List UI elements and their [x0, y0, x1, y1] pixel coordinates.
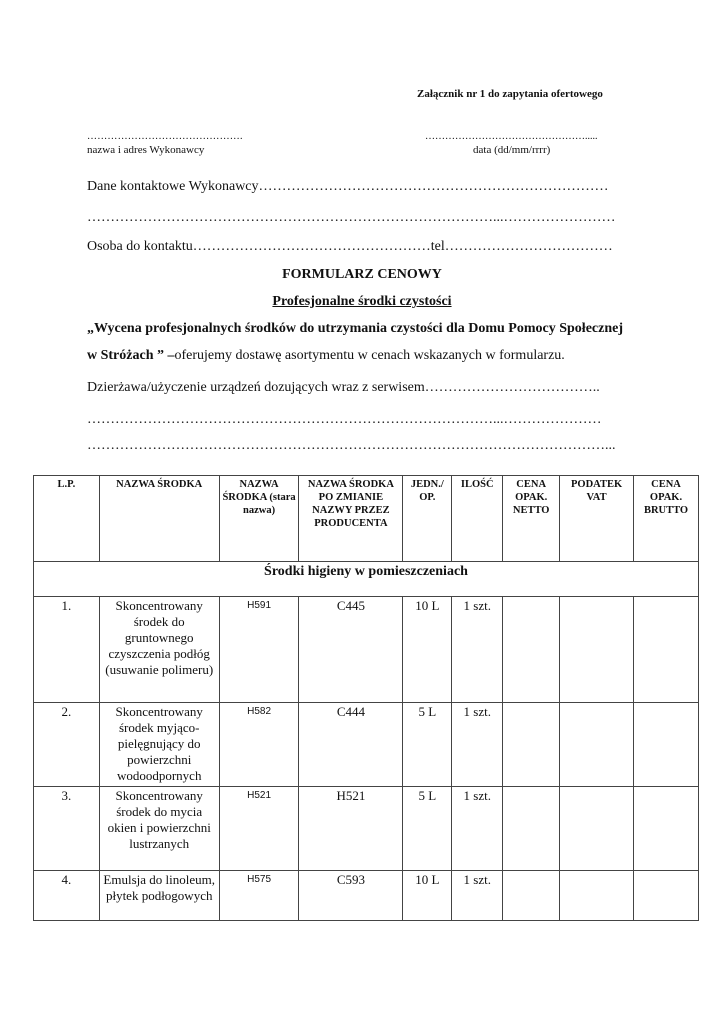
- cell-new: C445: [299, 597, 403, 703]
- header-qty: ILOŚĆ: [452, 476, 503, 562]
- table-row: [34, 787, 699, 871]
- cell-unit: 5 L: [403, 703, 452, 787]
- contact-data-field-2[interactable]: ……………………………………………………………………………...……………………: [87, 210, 616, 225]
- cell-name: Skoncentrowany środek do gruntownego czyszczenia podłóg (usuwanie polimeru): [99, 597, 219, 703]
- cell-gross[interactable]: [634, 871, 699, 921]
- cell-old: H582: [219, 703, 299, 787]
- cell-new: H521: [299, 787, 403, 871]
- attachment-title: Załącznik nr 1 do zapytania ofertowego: [417, 88, 603, 100]
- header-name: NAZWA ŚRODKA: [99, 476, 219, 562]
- intro-line-1: „Wycena profesjonalnych środków do utrzymania czystości dla Domu Pomocy Społecznej: [87, 321, 623, 336]
- cell-net[interactable]: [503, 597, 560, 703]
- section-title: Środki higieny w pomieszczeniach: [34, 562, 699, 597]
- date-field[interactable]: ………………………………………….....: [425, 131, 598, 142]
- header-gross: CENA OPAK. BRUTTO: [634, 476, 699, 562]
- section-row: [34, 562, 699, 597]
- header-net: CENA OPAK. NETTO: [503, 476, 560, 562]
- header-lp: L.P.: [34, 476, 100, 562]
- table-row: [34, 597, 699, 703]
- cell-old: H591: [219, 597, 299, 703]
- cell-qty: 1 szt.: [452, 871, 503, 921]
- cell-new: C593: [299, 871, 403, 921]
- cell-old: H575: [219, 871, 299, 921]
- cell-name: Emulsja do linoleum, płytek podłogowych: [99, 871, 219, 921]
- table-row: [34, 871, 699, 921]
- contact-person-field[interactable]: Osoba do kontaktu……………………………………………tel………………………………: [87, 239, 613, 254]
- table-row: [34, 703, 699, 787]
- form-title: FORMULARZ CENOWY: [282, 267, 442, 282]
- contact-data-field[interactable]: Dane kontaktowe Wykonawcy…………………………………………………………………: [87, 179, 609, 194]
- cell-new: C444: [299, 703, 403, 787]
- intro-bold-part: w Stróżach ” –: [87, 348, 175, 363]
- cell-old: H521: [219, 787, 299, 871]
- cell-gross[interactable]: [634, 787, 699, 871]
- contractor-field[interactable]: ……………………………………….: [87, 131, 243, 142]
- cell-name: Skoncentrowany środek myjąco-pielęgnujący do powierzchni wodoodpornych: [99, 703, 219, 787]
- header-vat: PODATEK VAT: [560, 476, 634, 562]
- intro-rest: oferujemy dostawę asortymentu w cenach wskazanych w formularzu.: [174, 348, 565, 363]
- table-header-row: [34, 476, 699, 562]
- header-old-name: NAZWA ŚRODKA (stara nazwa): [219, 476, 299, 562]
- cell-name: Skoncentrowany środek do mycia okien i powierzchni lustrzanych: [99, 787, 219, 871]
- cell-net[interactable]: [503, 703, 560, 787]
- cell-gross[interactable]: [634, 597, 699, 703]
- lease-field-3[interactable]: …………………………………………………………………………………………………...: [87, 438, 616, 453]
- cell-lp: 2.: [34, 703, 100, 787]
- cell-net[interactable]: [503, 871, 560, 921]
- cell-gross[interactable]: [634, 703, 699, 787]
- price-table: [33, 475, 699, 921]
- cell-vat[interactable]: [560, 703, 634, 787]
- cell-vat[interactable]: [560, 871, 634, 921]
- cell-unit: 10 L: [403, 597, 452, 703]
- cell-vat[interactable]: [560, 597, 634, 703]
- header-new-name: NAZWA ŚRODKA PO ZMIANIE NAZWY PRZEZ PRODUCENTA: [299, 476, 403, 562]
- lease-field[interactable]: Dzierżawa/użyczenie urządzeń dozujących wraz z serwisem………………………………..: [87, 380, 600, 395]
- cell-unit: 5 L: [403, 787, 452, 871]
- cell-qty: 1 szt.: [452, 597, 503, 703]
- cell-net[interactable]: [503, 787, 560, 871]
- contractor-label: nazwa i adres Wykonawcy: [87, 144, 205, 156]
- cell-lp: 3.: [34, 787, 100, 871]
- cell-lp: 1.: [34, 597, 100, 703]
- cell-qty: 1 szt.: [452, 787, 503, 871]
- cell-lp: 4.: [34, 871, 100, 921]
- header-unit: JEDN./ OP.: [403, 476, 452, 562]
- cell-vat[interactable]: [560, 787, 634, 871]
- cell-unit: 10 L: [403, 871, 452, 921]
- intro-line-2: [87, 348, 565, 364]
- date-label: data (dd/mm/rrrr): [473, 144, 551, 156]
- lease-field-2[interactable]: ……………………………………………………………………………...…………………: [87, 412, 602, 427]
- cell-qty: 1 szt.: [452, 703, 503, 787]
- form-subtitle: Profesjonalne środki czystości: [272, 294, 452, 309]
